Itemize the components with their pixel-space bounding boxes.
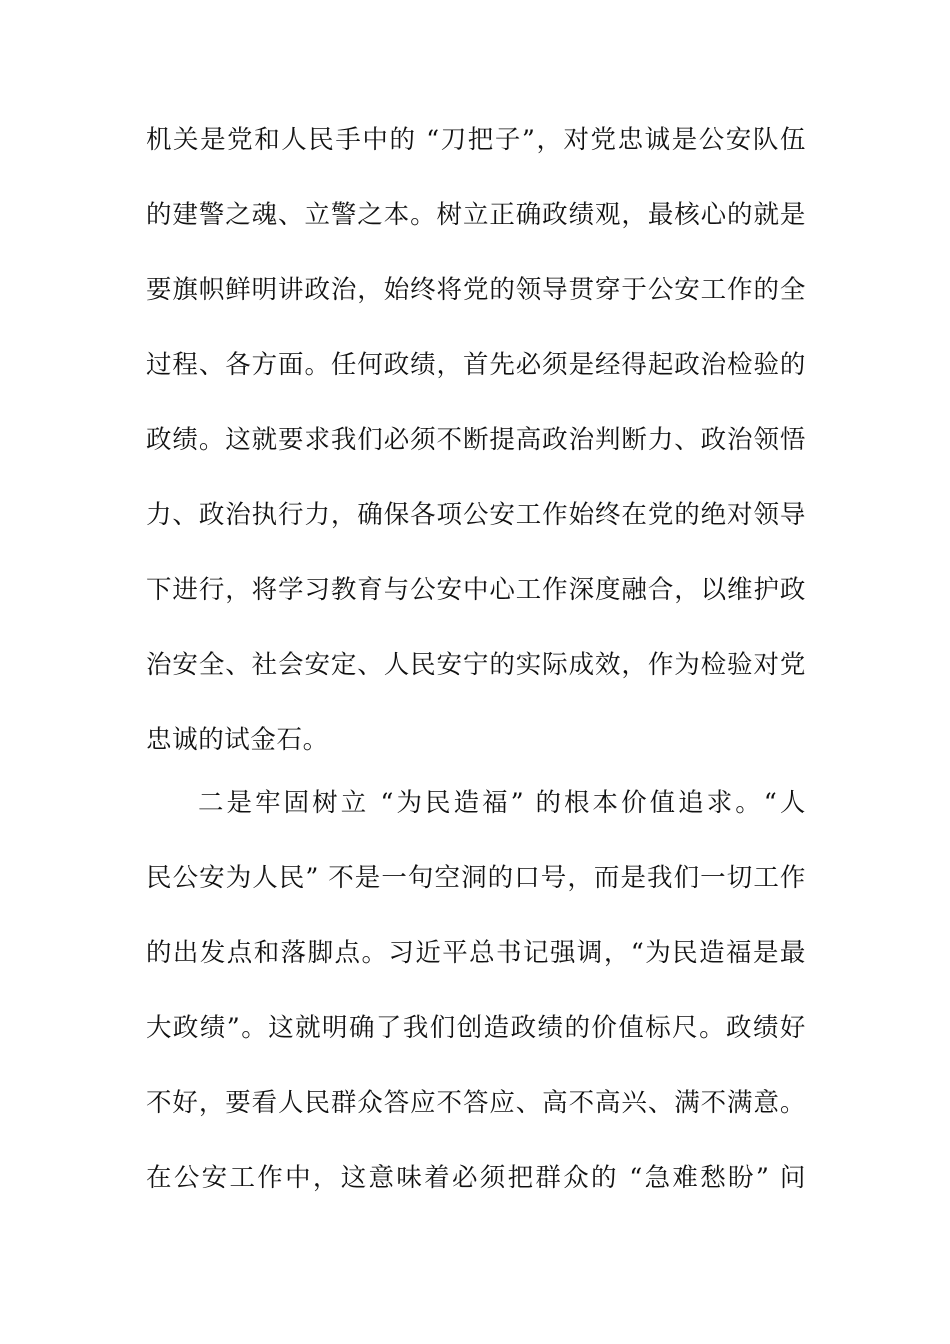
- paragraph-line: 大政绩”。这就明确了我们创造政绩的价值标尺。政绩好: [146, 1013, 806, 1043]
- paragraph-line: 的出发点和落脚点。习近平总书记强调，“为民造福是最: [146, 938, 806, 968]
- paragraph-line: 忠诚的试金石。: [146, 725, 329, 755]
- paragraph-line: 力、政治执行力，确保各项公安工作始终在党的绝对领导: [146, 500, 806, 530]
- paragraph-line: 下进行，将学习教育与公安中心工作深度融合，以维护政: [146, 575, 806, 605]
- paragraph-line: 的建警之魂、立警之本。树立正确政绩观，最核心的就是: [146, 200, 806, 230]
- paragraph-line: 政绩。这就要求我们必须不断提高政治判断力、政治领悟: [146, 425, 806, 455]
- paragraph-line: 治安全、社会安定、人民安宁的实际成效，作为检验对党: [146, 650, 806, 680]
- paragraph-line: 机关是党和人民手中的 “刀把子”，对党忠诚是公安队伍: [146, 125, 806, 155]
- paragraph-line: 不好，要看人民群众答应不答应、高不高兴、满不满意。: [146, 1088, 806, 1118]
- paragraph-line: 民公安为人民” 不是一句空洞的口号，而是我们一切工作: [146, 863, 806, 893]
- paragraph-line: 二是牢固树立 “为民造福” 的根本价值追求。“人: [198, 788, 806, 818]
- paragraph-line: 在公安工作中，这意味着必须把群众的 “急难愁盼” 问: [146, 1163, 806, 1193]
- paragraph-line: 过程、各方面。任何政绩，首先必须是经得起政治检验的: [146, 350, 806, 380]
- paragraph-line: 要旗帜鲜明讲政治，始终将党的领导贯穿于公安工作的全: [146, 275, 806, 305]
